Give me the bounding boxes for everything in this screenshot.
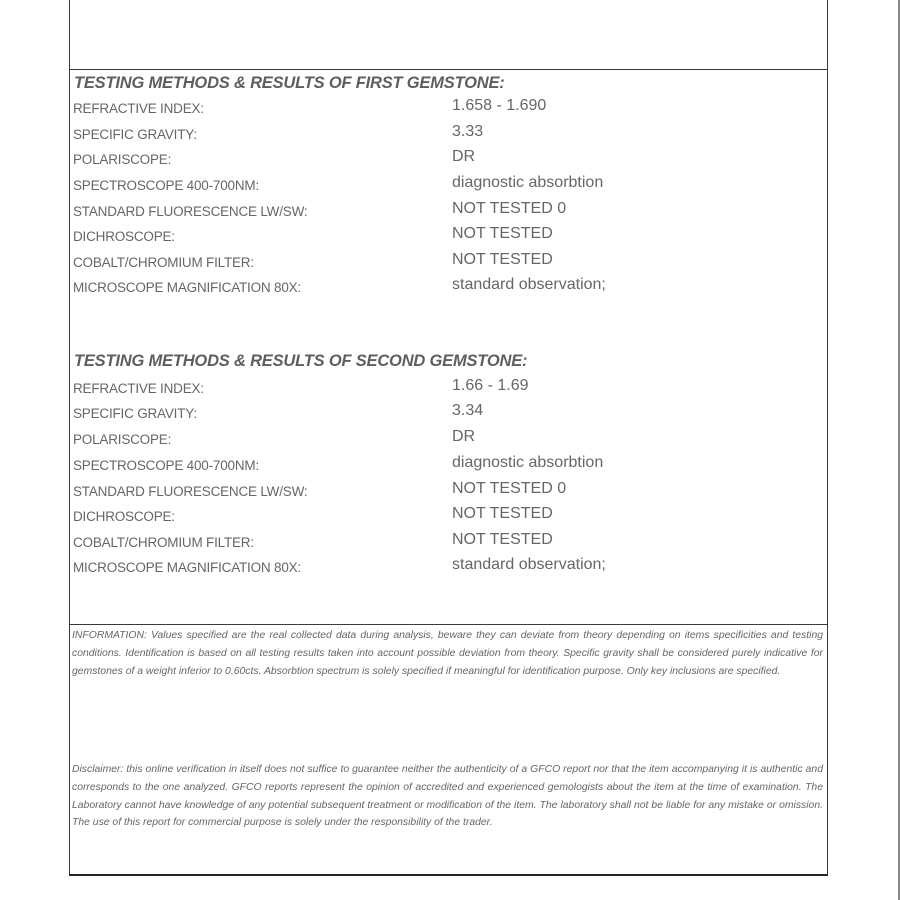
test-value: NOT TESTED 0 <box>452 480 567 497</box>
test-label: SPECTROSCOPE 400-700NM: <box>73 458 259 473</box>
test-label: SPECIFIC GRAVITY: <box>73 127 197 142</box>
information-note: INFORMATION: Values specified are the real collected data during analysis, beware they can deviate from theory depending on items specificities and testing conditions. Identification is based on all testing results taken into account possible deviation from theory. Specific gravity shall be considered purely indicative for gemstones of a weight inferior to 0.60cts. Absorbtion spectrum is solely specified if meaningful for identification purpose. Only key inclusions are specified. <box>72 630 823 677</box>
first-test-row <box>70 174 827 198</box>
test-label: COBALT/CHROMIUM FILTER: <box>73 535 254 550</box>
top-divider <box>70 69 827 70</box>
test-label: COBALT/CHROMIUM FILTER: <box>73 255 254 270</box>
test-label: SPECTROSCOPE 400-700NM: <box>73 178 259 193</box>
second-test-row <box>70 480 827 504</box>
test-label: DICHROSCOPE: <box>73 509 175 524</box>
test-label: POLARISCOPE: <box>73 432 172 447</box>
test-value: NOT TESTED <box>452 251 553 268</box>
test-label: REFRACTIVE INDEX: <box>73 101 204 116</box>
first-test-row <box>70 225 827 249</box>
test-label: DICHROSCOPE: <box>73 229 175 244</box>
first-gemstone-title: TESTING METHODS & RESULTS OF FIRST GEMSTONE: <box>74 74 505 92</box>
test-value: diagnostic absorbtion <box>452 174 604 191</box>
test-label: SPECIFIC GRAVITY: <box>73 406 197 421</box>
test-value: 3.33 <box>452 123 484 140</box>
info-divider <box>70 624 827 625</box>
test-value: NOT TESTED 0 <box>452 200 567 217</box>
test-value: diagnostic absorbtion <box>452 454 604 471</box>
test-value: 1.66 - 1.69 <box>452 377 529 394</box>
test-label: MICROSCOPE MAGNIFICATION 80X: <box>73 560 301 575</box>
second-test-row <box>70 428 827 452</box>
report-frame <box>69 0 828 876</box>
second-test-row <box>70 505 827 529</box>
second-test-row <box>70 402 827 426</box>
first-test-row <box>70 251 827 275</box>
second-test-row <box>70 454 827 478</box>
test-value: standard observation; <box>452 556 606 573</box>
second-test-row <box>70 556 827 580</box>
test-value: NOT TESTED <box>452 505 553 522</box>
test-label: POLARISCOPE: <box>73 152 172 167</box>
test-label: STANDARD FLUORESCENCE LW/SW: <box>73 484 308 499</box>
test-value: 1.658 - 1.690 <box>452 97 547 114</box>
test-value: DR <box>452 148 476 165</box>
first-test-row <box>70 276 827 300</box>
test-value: NOT TESTED <box>452 225 553 242</box>
second-test-row <box>70 377 827 401</box>
test-label: STANDARD FLUORESCENCE LW/SW: <box>73 204 308 219</box>
first-test-row <box>70 148 827 172</box>
first-test-row <box>70 123 827 147</box>
test-label: REFRACTIVE INDEX: <box>73 381 204 396</box>
test-label: MICROSCOPE MAGNIFICATION 80X: <box>73 280 301 295</box>
second-gemstone-title: TESTING METHODS & RESULTS OF SECOND GEMSTONE: <box>74 352 528 370</box>
test-value: 3.34 <box>452 402 484 419</box>
second-test-row <box>70 531 827 555</box>
test-value: DR <box>452 428 476 445</box>
first-test-row <box>70 97 827 121</box>
disclaimer-note: Disclaimer: this online verification in itself does not suffice to guarantee neither the authenticity of a GFCO report nor that the item accompanying it is authentic and corresponds to the one analyzed. GFCO reports represent the opinion of accredited and experienced gemologists about the item at the time of examination. The Laboratory cannot have knowledge of any potential subsequent treatment or modification of the item. The laboratory shall not be liable for any mistake or omission. The use of this report for commercial purpose is solely under the responsibility of the trader. <box>72 764 823 829</box>
test-value: NOT TESTED <box>452 531 553 548</box>
first-test-row <box>70 200 827 224</box>
test-value: standard observation; <box>452 276 606 293</box>
